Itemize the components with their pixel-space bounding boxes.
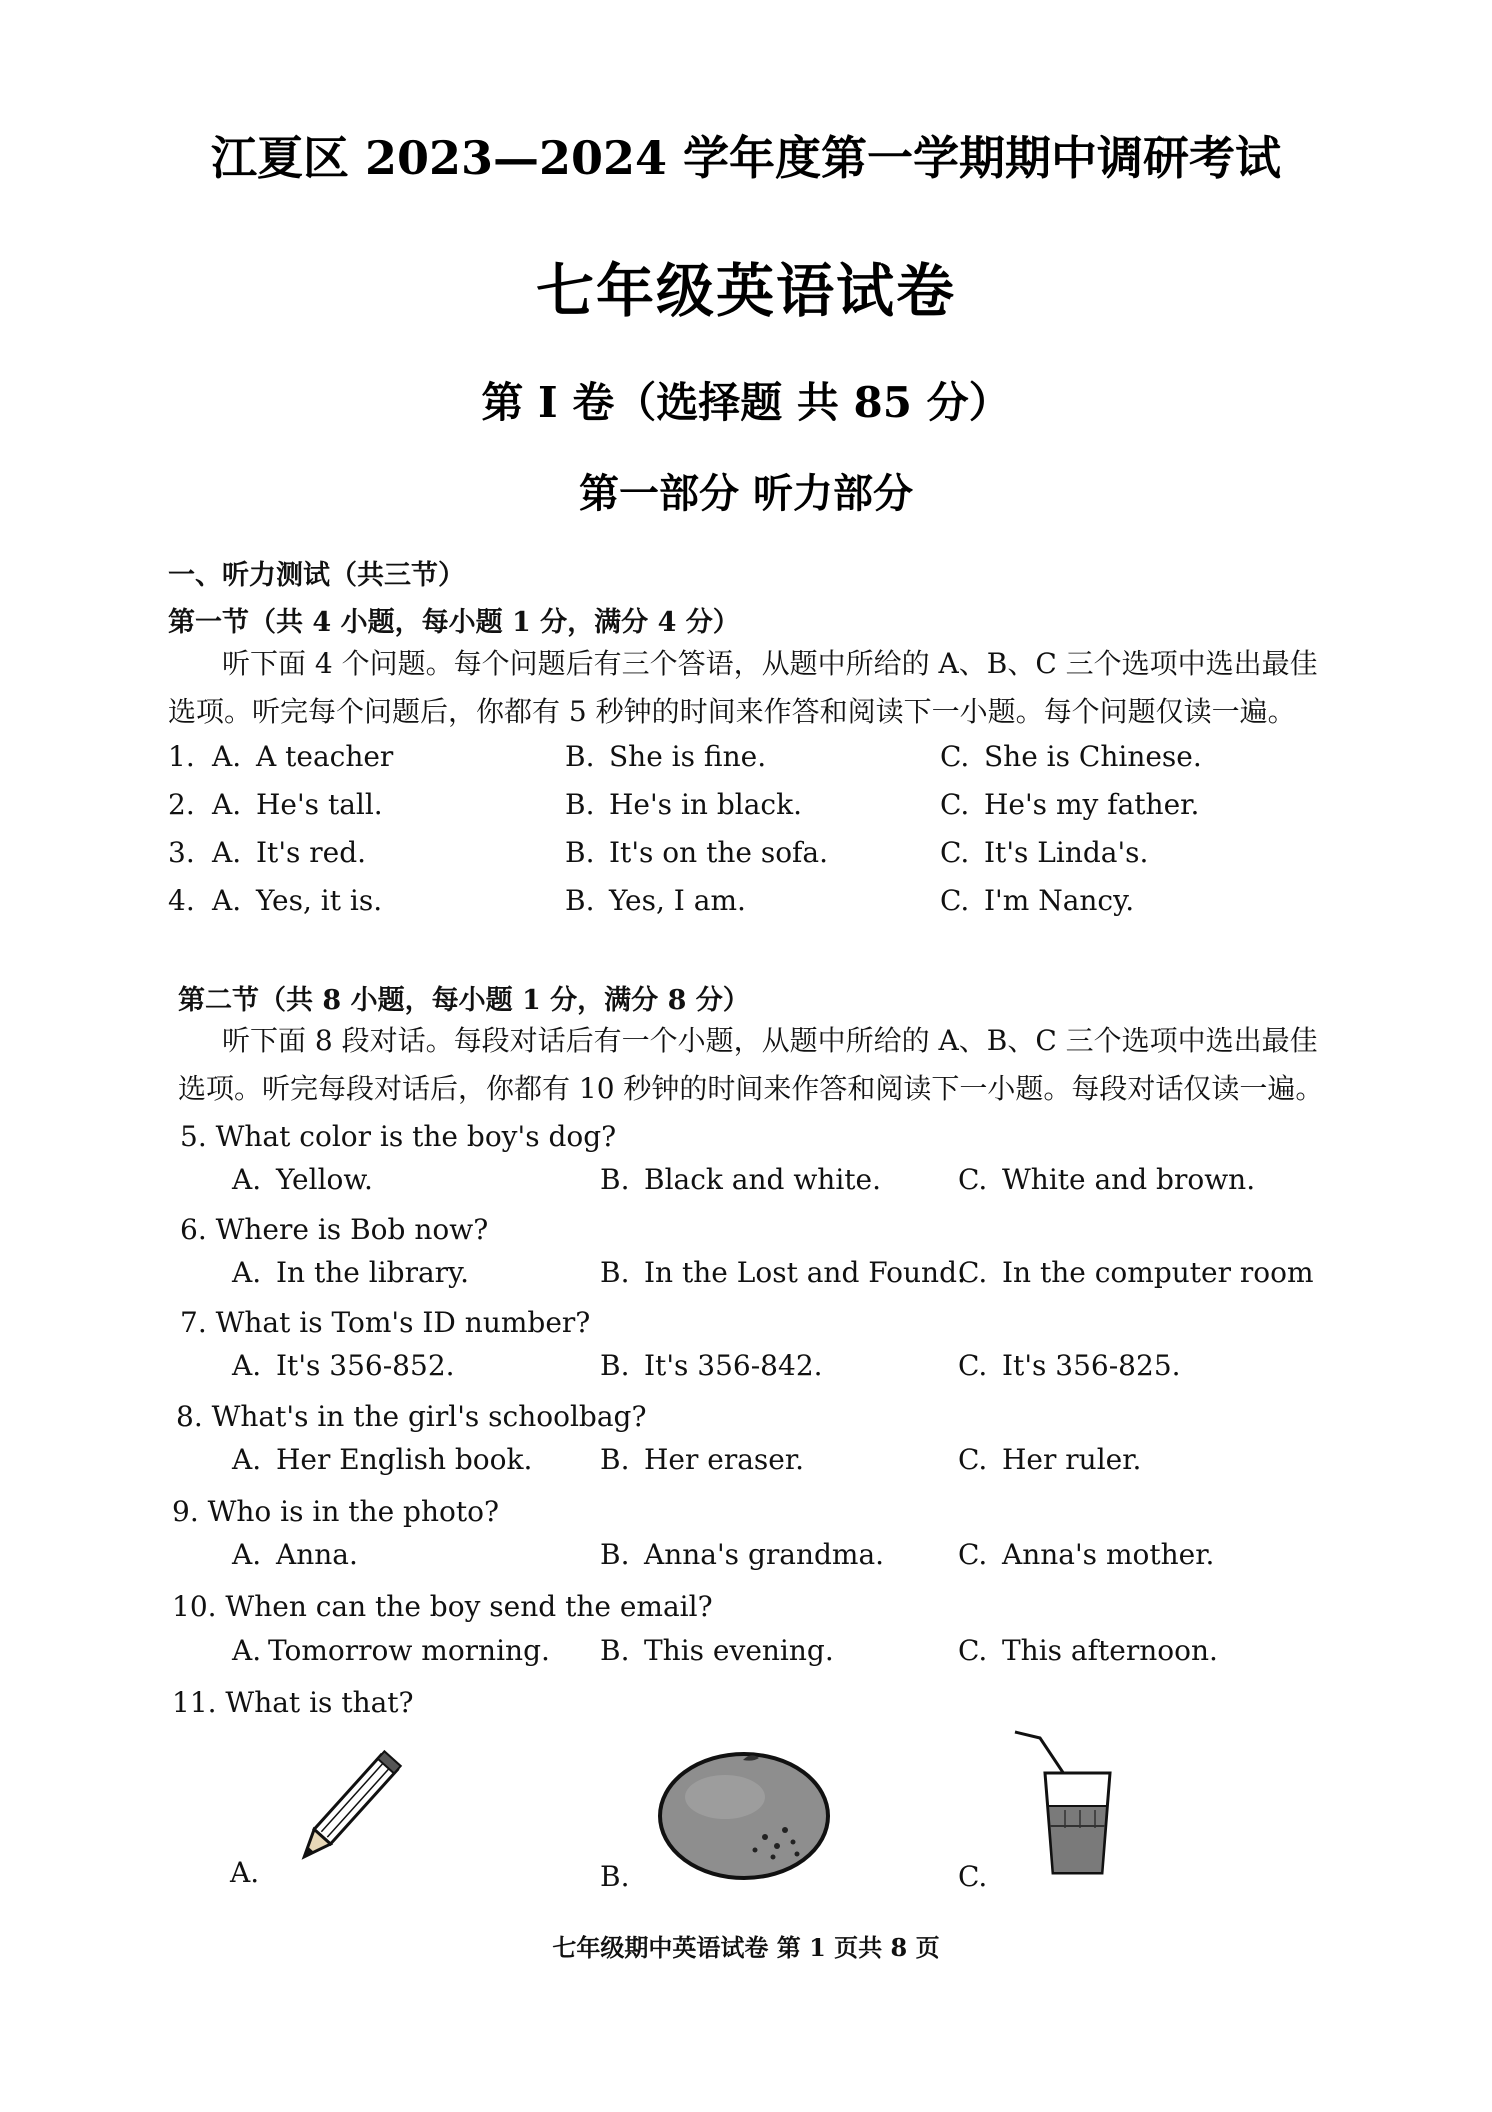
option-a bbox=[212, 884, 382, 917]
exam-title: 江夏区 2023—2024 学年度第一学期期中调研考试 bbox=[210, 131, 1282, 185]
option-b bbox=[600, 1634, 834, 1667]
option-letter: C. bbox=[940, 788, 970, 821]
option-c bbox=[940, 788, 1199, 821]
option-b bbox=[600, 1256, 966, 1289]
option-c bbox=[958, 1443, 1141, 1476]
option-c bbox=[940, 836, 1148, 869]
option-text: He's my father. bbox=[984, 788, 1200, 821]
question-text: 9. Who is in the photo? bbox=[172, 1495, 499, 1528]
question-number: 3. bbox=[168, 836, 195, 869]
option-b bbox=[565, 740, 766, 773]
option-text: It's 356-825. bbox=[1002, 1349, 1181, 1382]
option-text: Yellow. bbox=[276, 1163, 373, 1196]
option-letter: B. bbox=[600, 1163, 630, 1196]
option-text: It's 356-852. bbox=[276, 1349, 455, 1382]
question-text: 7. What is Tom's ID number? bbox=[180, 1306, 591, 1339]
option-letter: A. bbox=[232, 1163, 262, 1196]
option-letter: B. bbox=[600, 1538, 630, 1571]
option-letter: A. bbox=[232, 1256, 262, 1289]
option-text: He's in black. bbox=[609, 788, 802, 821]
option-a bbox=[212, 788, 383, 821]
option-letter: C. bbox=[940, 836, 970, 869]
page-footer: 七年级期中英语试卷 第 1 页共 8 页 bbox=[552, 1933, 940, 1962]
option-text: A teacher bbox=[256, 740, 394, 773]
option-letter: A. bbox=[232, 1443, 262, 1476]
option-text: Anna. bbox=[276, 1538, 358, 1571]
option-text: It's 356-842. bbox=[644, 1349, 823, 1382]
option-text: It's red. bbox=[256, 836, 367, 869]
option-letter: B. bbox=[565, 788, 595, 821]
picture-option-a-label: A. bbox=[230, 1856, 260, 1889]
option-b bbox=[565, 836, 828, 869]
option-letter: C. bbox=[958, 1163, 988, 1196]
option-text: This evening. bbox=[644, 1634, 834, 1667]
section1-instruction-line2: 选项。听完每个问题后，你都有 5 秒钟的时间来作答和阅读下一小题。每个问题仅读一遍。 bbox=[168, 695, 1296, 728]
option-a bbox=[232, 1349, 455, 1382]
question-text: 5. What color is the boy's dog? bbox=[180, 1120, 617, 1153]
option-letter: A. bbox=[212, 740, 242, 773]
option-text: It's Linda's. bbox=[984, 836, 1149, 869]
option-text: In the computer room bbox=[1002, 1256, 1314, 1289]
option-c bbox=[940, 740, 1202, 773]
glass-of-juice-icon bbox=[1010, 1728, 1120, 1878]
option-letter: C. bbox=[958, 1349, 988, 1382]
option-letter: B. bbox=[600, 1634, 630, 1667]
option-letter: C. bbox=[958, 1443, 988, 1476]
section1-instruction-line1: 听下面 4 个问题。每个问题后有三个答语，从题中所给的 A、B、C 三个选项中选出最佳 bbox=[222, 647, 1318, 680]
question-text: 11. What is that? bbox=[172, 1686, 414, 1719]
option-letter: A. bbox=[212, 788, 242, 821]
part-heading: 第一部分 听力部分 bbox=[579, 470, 913, 517]
section2-heading: 第二节（共 8 小题，每小题 1 分，满分 8 分） bbox=[178, 985, 750, 1016]
option-text: She is fine. bbox=[609, 740, 767, 773]
option-letter: C. bbox=[958, 1634, 988, 1667]
option-c bbox=[958, 1538, 1214, 1571]
option-letter: B. bbox=[600, 1256, 630, 1289]
option-b bbox=[600, 1163, 881, 1196]
section2-instruction-line1: 听下面 8 段对话。每段对话后有一个小题，从题中所给的 A、B、C 三个选项中选出最佳 bbox=[222, 1024, 1318, 1057]
option-c bbox=[940, 884, 1134, 917]
option-letter: C. bbox=[940, 740, 970, 773]
option-text: Her ruler. bbox=[1002, 1443, 1142, 1476]
option-text: He's tall. bbox=[256, 788, 383, 821]
option-a bbox=[212, 740, 393, 773]
volume-heading: 第 I 卷（选择题 共 85 分） bbox=[481, 378, 1011, 427]
option-text: It's on the sofa. bbox=[609, 836, 829, 869]
option-letter: B. bbox=[565, 884, 595, 917]
option-text: Yes, I am. bbox=[609, 884, 746, 917]
option-b bbox=[565, 788, 802, 821]
option-text: Yes, it is. bbox=[256, 884, 383, 917]
pencil-icon bbox=[280, 1740, 410, 1880]
question-text: 10. When can the boy send the email? bbox=[172, 1590, 713, 1623]
option-letter: A. bbox=[212, 836, 242, 869]
picture-option-c-label: C. bbox=[958, 1860, 988, 1893]
question-number: 2. bbox=[168, 788, 195, 821]
option-text: Black and white. bbox=[644, 1163, 882, 1196]
picture-option-b-label: B. bbox=[600, 1860, 630, 1893]
orange-icon bbox=[655, 1742, 833, 1882]
option-text: White and brown. bbox=[1002, 1163, 1256, 1196]
option-b bbox=[565, 884, 746, 917]
option-c bbox=[958, 1349, 1181, 1382]
option-letter: B. bbox=[600, 1443, 630, 1476]
option-letter: A. bbox=[232, 1634, 262, 1667]
option-a bbox=[232, 1443, 532, 1476]
option-text: This afternoon. bbox=[1002, 1634, 1218, 1667]
exam-subtitle: 七年级英语试卷 bbox=[535, 257, 956, 325]
option-a bbox=[232, 1163, 373, 1196]
section2-instruction-line2: 选项。听完每段对话后，你都有 10 秒钟的时间来作答和阅读下一小题。每段对话仅读一遍。 bbox=[178, 1072, 1324, 1105]
option-a bbox=[232, 1256, 469, 1289]
option-c bbox=[958, 1634, 1218, 1667]
option-b bbox=[600, 1349, 823, 1382]
option-text: Her English book. bbox=[276, 1443, 533, 1476]
option-letter: C. bbox=[958, 1256, 988, 1289]
option-a bbox=[212, 836, 366, 869]
option-letter: C. bbox=[940, 884, 970, 917]
option-c bbox=[958, 1163, 1255, 1196]
section1-heading: 第一节（共 4 小题，每小题 1 分，满分 4 分） bbox=[168, 607, 740, 638]
option-letter: B. bbox=[565, 836, 595, 869]
option-b bbox=[600, 1538, 884, 1571]
option-text: She is Chinese. bbox=[984, 740, 1202, 773]
option-text: I'm Nancy. bbox=[984, 884, 1135, 917]
option-a bbox=[232, 1634, 550, 1667]
option-letter: A. bbox=[212, 884, 242, 917]
option-a bbox=[232, 1538, 358, 1571]
option-letter: B. bbox=[565, 740, 595, 773]
question-number: 1. bbox=[168, 740, 195, 773]
option-letter: B. bbox=[600, 1349, 630, 1382]
option-letter: C. bbox=[958, 1538, 988, 1571]
option-text: Anna's grandma. bbox=[644, 1538, 885, 1571]
option-text: In the library. bbox=[276, 1256, 470, 1289]
question-number: 4. bbox=[168, 884, 195, 917]
option-letter: A. bbox=[232, 1349, 262, 1382]
option-c bbox=[958, 1256, 1314, 1289]
option-text: Anna's mother. bbox=[1002, 1538, 1215, 1571]
option-text: In the Lost and Found. bbox=[644, 1256, 966, 1289]
option-b bbox=[600, 1443, 804, 1476]
option-text: Her eraser. bbox=[644, 1443, 805, 1476]
option-letter: A. bbox=[232, 1538, 262, 1571]
question-text: 8. What's in the girl's schoolbag? bbox=[176, 1400, 647, 1433]
option-text: Tomorrow morning. bbox=[268, 1634, 550, 1667]
question-text: 6. Where is Bob now? bbox=[180, 1213, 489, 1246]
section-main-heading: 一、听力测试（共三节） bbox=[168, 560, 465, 591]
